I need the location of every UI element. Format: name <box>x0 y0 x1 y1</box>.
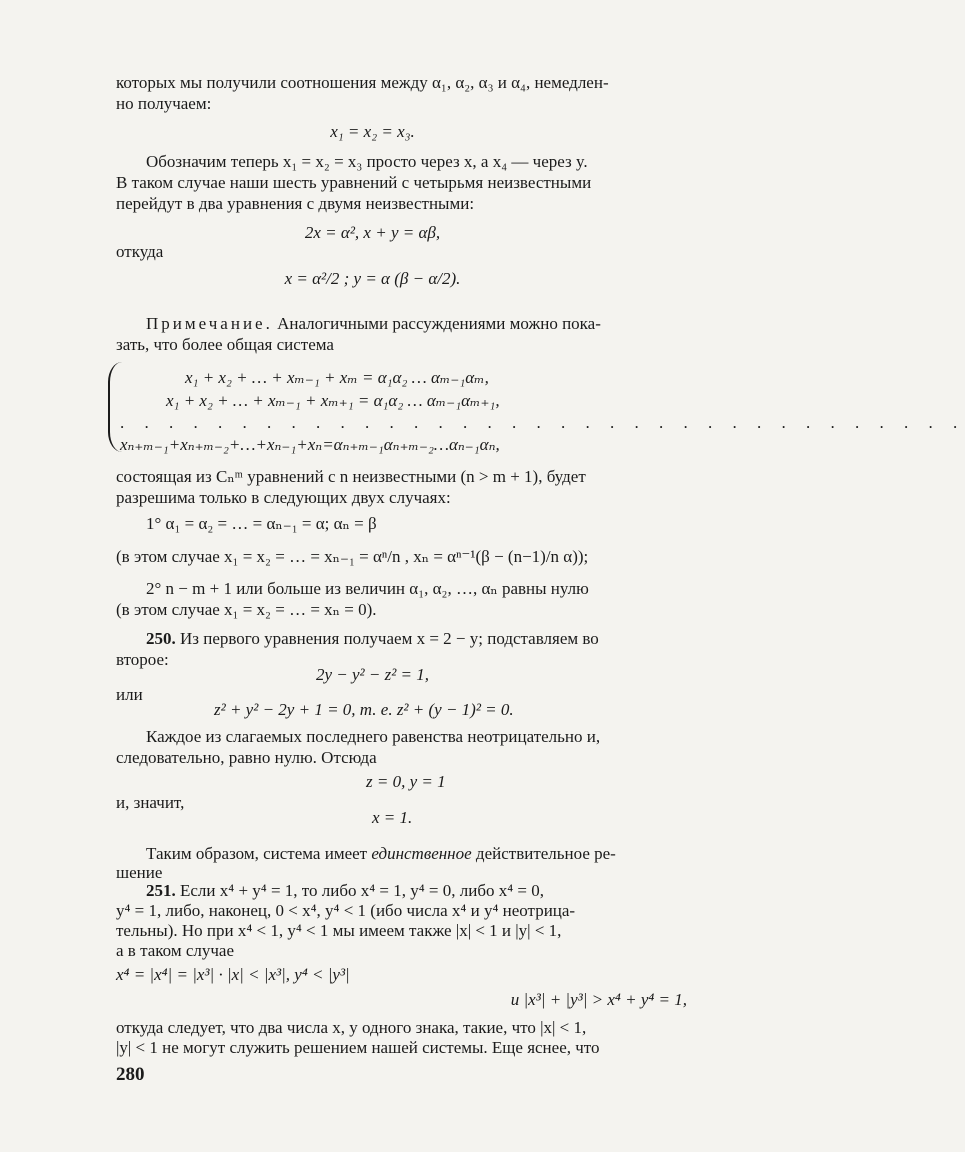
problem-line <box>146 880 544 901</box>
text-line: но получаем: <box>116 94 212 113</box>
equation: и |x³| + |y³| > x⁴ + y⁴ = 1, <box>510 990 687 1009</box>
system-equation: x₁ + x₂ + … + xₘ₋₁ + xₘ = α₁α₂ … αₘ₋₁αₘ, <box>185 368 489 387</box>
system-dots: . . . . . . . . . . . . . . . . . . . . . . . . . . . . . . . . . . . <box>120 413 965 432</box>
text-line: а в таком случае <box>116 941 235 960</box>
equation: x = α²/2 ; y = α (β − α/2). <box>284 269 461 288</box>
text-line: тельны). Но при x⁴ < 1, y⁴ < 1 мы имеем также |x| < 1 и |y| < 1, <box>116 921 562 940</box>
system-equation: xₙ₊ₘ₋₁+xₙ₊ₘ₋₂+…+xₙ₋₁+xₙ=αₙ₊ₘ₋₁αₙ₊ₘ₋₂…αₙ₋₁αₙ, <box>120 435 500 454</box>
text-line: перейдут в два уравнения с двумя неизвестными: <box>116 194 475 213</box>
text-line: y⁴ = 1, либо, наконец, 0 < x⁴, y⁴ < 1 (ибо числа x⁴ и y⁴ неотрица- <box>116 901 576 920</box>
text-line: зать, что более общая система <box>116 335 334 354</box>
text-line: В таком случае наши шесть уравнений с четырьмя неизвестными <box>116 173 592 192</box>
page-number: 280 <box>116 1064 145 1085</box>
equation: x⁴ = |x⁴| = |x³| · |x| < |x³|, y⁴ < |y³| <box>116 965 350 984</box>
text-line: Каждое из слагаемых последнего равенства неотрицательно и, <box>146 727 601 746</box>
equation: z = 0, y = 1 <box>366 772 446 791</box>
text-line: |y| < 1 не могут служить решением нашей системы. Еще яснее, что <box>116 1038 600 1057</box>
text-line: (в этом случае x₁ = x₂ = … = xₙ = 0). <box>116 600 377 619</box>
text-fragment: Таким образом, система имеет <box>146 844 368 863</box>
text-line: или <box>116 685 143 704</box>
note-line <box>146 313 601 334</box>
text-line: и, значит, <box>116 793 185 812</box>
problem-text: Из первого уравнения получаем x = 2 − y; подставляем во <box>180 629 599 648</box>
equation: 2x = α², x + y = αβ, <box>304 223 441 242</box>
note-heading: Примечание. <box>146 314 273 333</box>
text-line: следовательно, равно нулю. Отсюда <box>116 748 377 767</box>
equation: x = 1. <box>372 808 413 827</box>
equation: x₁ = x₂ = x₃. <box>330 122 415 141</box>
equation: z² + y² − 2y + 1 = 0, т. е. z² + (y − 1)² = 0. <box>214 700 514 719</box>
equation: 2y − y² − z² = 1, <box>315 665 430 684</box>
problem-text: Если x⁴ + y⁴ = 1, то либо x⁴ = 1, y⁴ = 0, либо x⁴ = 0, <box>180 881 544 900</box>
text-line: разрешима только в следующих двух случаях: <box>116 488 451 507</box>
emphasized-word: единственное <box>371 844 472 863</box>
problem-number: 250. <box>146 629 176 648</box>
text-line: откуда следует, что два числа x, y одного знака, такие, что |x| < 1, <box>116 1018 587 1037</box>
text-line: 1° α₁ = α₂ = … = αₙ₋₁ = α; αₙ = β <box>146 514 377 533</box>
text-line: откуда <box>116 242 164 261</box>
problem-number: 251. <box>146 881 176 900</box>
text-line <box>146 843 616 864</box>
text-line: 2° n − m + 1 или больше из величин α₁, α₂, …, αₙ равны нулю <box>146 579 589 598</box>
problem-line <box>146 628 599 649</box>
text-line: состоящая из Cₙᵐ уравнений с n неизвестными (n > m + 1), будет <box>116 467 586 486</box>
text-line: (в этом случае x₁ = x₂ = … = xₙ₋₁ = αⁿ/n , xₙ = αⁿ⁻¹(β − (n−1)/n α)); <box>116 547 589 566</box>
text-line: которых мы получили соотношения между α₁, α₂, α₃ и α₄, немедлен- <box>116 73 609 92</box>
text-line: шение <box>116 863 163 882</box>
text-fragment: действительное ре- <box>475 844 616 863</box>
note-text: Аналогичными рассуждениями можно пока- <box>277 314 601 333</box>
text-line: второе: <box>116 650 169 669</box>
system-equation: x₁ + x₂ + … + xₘ₋₁ + xₘ₊₁ = α₁α₂ … αₘ₋₁αₘ₊₁, <box>166 391 500 410</box>
text-line: Обозначим теперь x₁ = x₂ = x₃ просто через x, а x₄ — через y. <box>146 152 588 171</box>
